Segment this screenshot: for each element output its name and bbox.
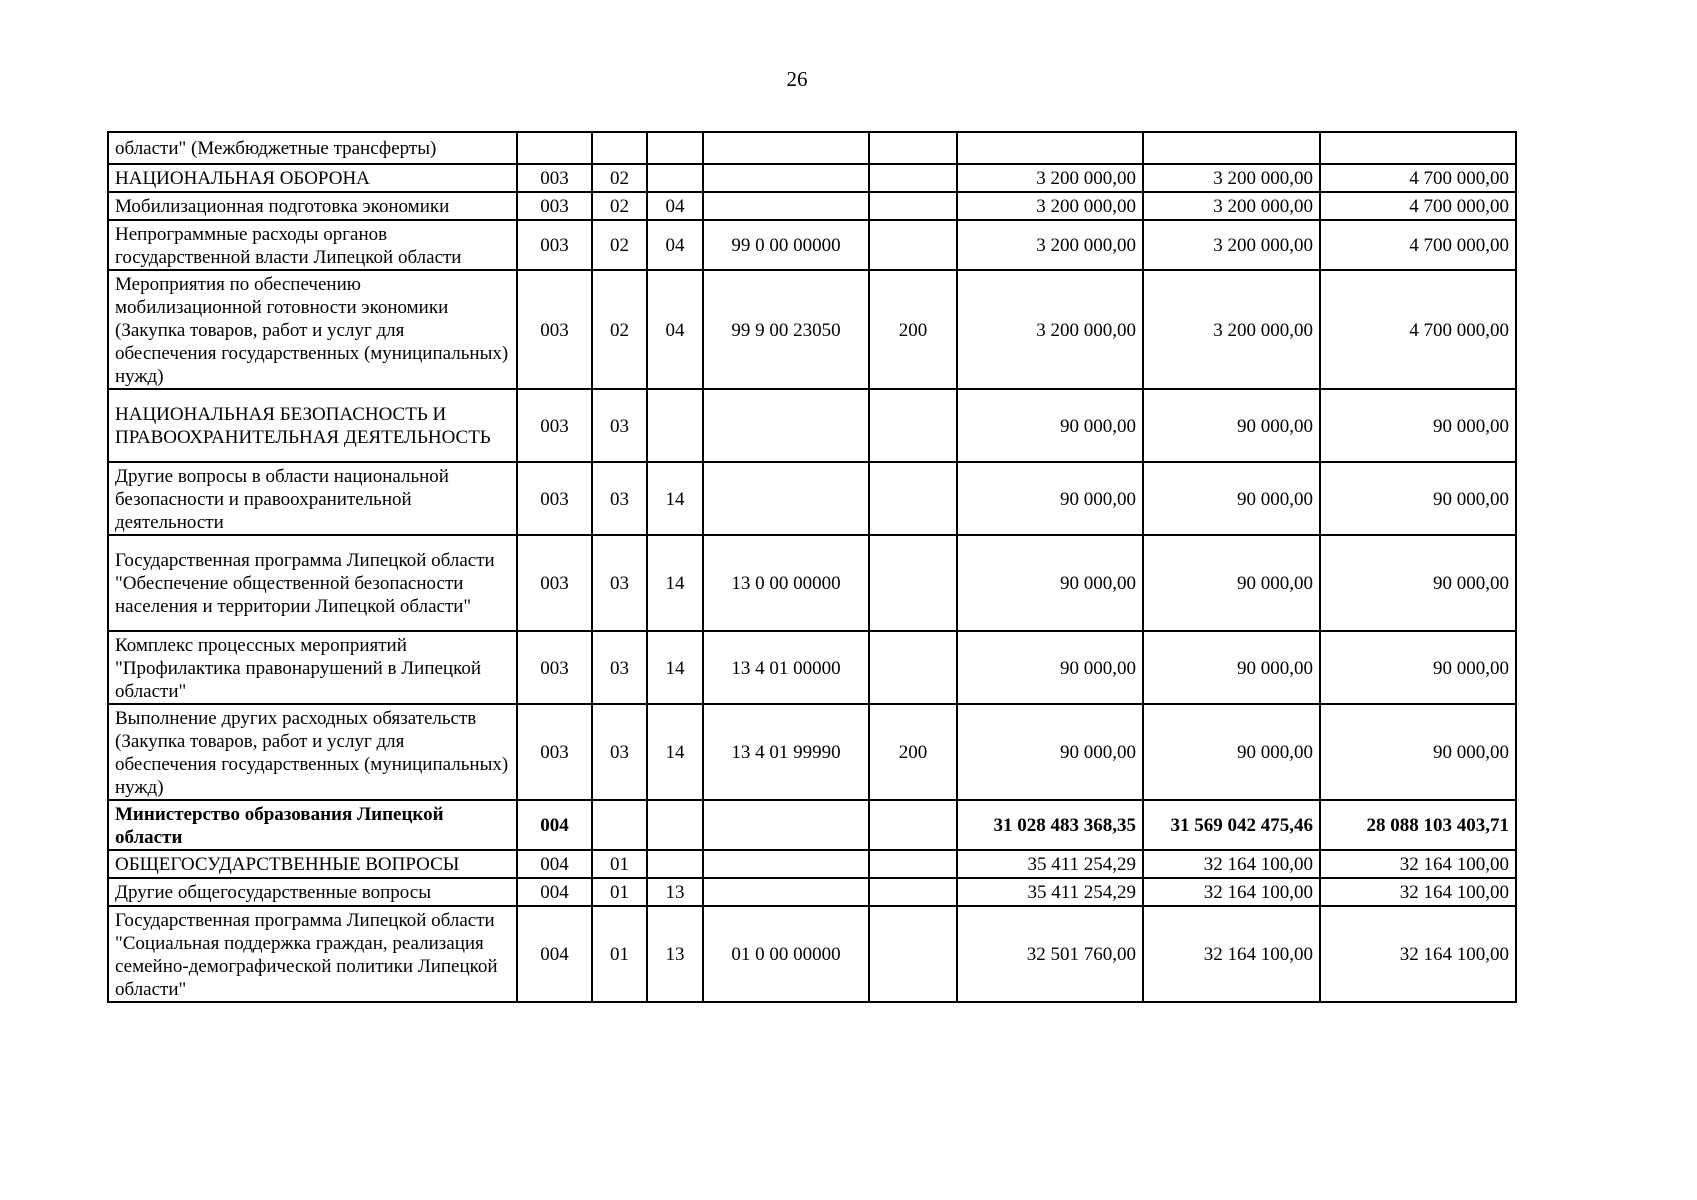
expense-type-code [869,850,957,878]
amount-year-2: 90 000,00 [1143,704,1320,800]
amount-year-2: 31 569 042 475,46 [1143,800,1320,850]
amount-year-1 [957,132,1143,164]
amount-year-1: 31 028 483 368,35 [957,800,1143,850]
expense-type-code: 200 [869,270,957,389]
amount-year-2: 90 000,00 [1143,462,1320,535]
target-article-code [703,192,869,220]
subsection-code: 14 [647,704,703,800]
subsection-code: 04 [647,270,703,389]
amount-year-1: 90 000,00 [957,389,1143,462]
expense-type-code [869,462,957,535]
subsection-code: 13 [647,906,703,1002]
ministry-code [517,132,592,164]
amount-year-1: 3 200 000,00 [957,220,1143,270]
ministry-code: 003 [517,462,592,535]
section-code: 03 [592,631,647,704]
expense-type-code [869,132,957,164]
section-code: 03 [592,704,647,800]
table-row [108,850,1516,878]
target-article-code: 13 4 01 00000 [703,631,869,704]
target-article-code: 01 0 00 00000 [703,906,869,1002]
budget-table [107,131,1517,1003]
row-name: ОБЩЕГОСУДАРСТВЕННЫЕ ВОПРОСЫ [108,850,517,878]
section-code: 02 [592,220,647,270]
subsection-code [647,389,703,462]
amount-year-2: 32 164 100,00 [1143,878,1320,906]
expense-type-code [869,164,957,192]
target-article-code [703,800,869,850]
target-article-code: 13 4 01 99990 [703,704,869,800]
amount-year-1: 3 200 000,00 [957,192,1143,220]
amount-year-1: 3 200 000,00 [957,164,1143,192]
amount-year-1: 90 000,00 [957,535,1143,631]
expense-type-code [869,878,957,906]
row-name: НАЦИОНАЛЬНАЯ БЕЗОПАСНОСТЬ И ПРАВООХРАНИТЕЛЬНАЯ ДЕЯТЕЛЬНОСТЬ [108,389,517,462]
section-code: 03 [592,535,647,631]
table-row [108,631,1516,704]
section-code: 03 [592,389,647,462]
amount-year-2: 3 200 000,00 [1143,192,1320,220]
section-code: 01 [592,906,647,1002]
ministry-code: 003 [517,192,592,220]
page-number: 26 [786,67,808,91]
amount-year-3 [1320,132,1516,164]
expense-type-code [869,192,957,220]
subsection-code [647,850,703,878]
amount-year-3: 32 164 100,00 [1320,878,1516,906]
table-row [108,192,1516,220]
amount-year-2: 32 164 100,00 [1143,850,1320,878]
subsection-code [647,164,703,192]
amount-year-2: 3 200 000,00 [1143,164,1320,192]
subsection-code: 14 [647,535,703,631]
amount-year-2: 90 000,00 [1143,389,1320,462]
row-name: Выполнение других расходных обязательств (Закупка товаров, работ и услуг для обеспечения государственных (муниципальных) нужд) [108,704,517,800]
amount-year-3: 90 000,00 [1320,462,1516,535]
section-code [592,132,647,164]
amount-year-2: 90 000,00 [1143,631,1320,704]
expense-type-code [869,800,957,850]
amount-year-3: 32 164 100,00 [1320,850,1516,878]
subsection-code: 04 [647,192,703,220]
row-name: Государственная программа Липецкой области "Социальная поддержка граждан, реализация семейно-демографической политики Липецкой области" [108,906,517,1002]
table-row [108,906,1516,1002]
amount-year-1: 35 411 254,29 [957,878,1143,906]
table-row [108,462,1516,535]
table-row [108,270,1516,389]
table-row [108,878,1516,906]
expense-type-code [869,389,957,462]
target-article-code [703,878,869,906]
section-code: 01 [592,850,647,878]
row-name: Государственная программа Липецкой области "Обеспечение общественной безопасности населения и территории Липецкой области" [108,535,517,631]
subsection-code [647,800,703,850]
subsection-code: 14 [647,462,703,535]
ministry-code: 004 [517,800,592,850]
table-row [108,164,1516,192]
amount-year-1: 90 000,00 [957,462,1143,535]
row-name: Мобилизационная подготовка экономики [108,192,517,220]
amount-year-1: 90 000,00 [957,704,1143,800]
target-article-code [703,164,869,192]
row-name: Мероприятия по обеспечению мобилизационной готовности экономики (Закупка товаров, работ и услуг для обеспечения государственных (муниципальных) нужд) [108,270,517,389]
amount-year-2 [1143,132,1320,164]
table-row [108,132,1516,164]
target-article-code: 13 0 00 00000 [703,535,869,631]
amount-year-2: 32 164 100,00 [1143,906,1320,1002]
amount-year-3: 4 700 000,00 [1320,270,1516,389]
expense-type-code [869,220,957,270]
ministry-code: 003 [517,535,592,631]
ministry-code: 003 [517,270,592,389]
section-code: 02 [592,192,647,220]
table-row [108,535,1516,631]
amount-year-1: 32 501 760,00 [957,906,1143,1002]
amount-year-3: 4 700 000,00 [1320,164,1516,192]
amount-year-3: 4 700 000,00 [1320,220,1516,270]
amount-year-3: 90 000,00 [1320,389,1516,462]
table-row [108,220,1516,270]
section-code: 02 [592,164,647,192]
amount-year-3: 28 088 103 403,71 [1320,800,1516,850]
ministry-code: 004 [517,906,592,1002]
subsection-code [647,132,703,164]
ministry-code: 003 [517,631,592,704]
section-code: 01 [592,878,647,906]
amount-year-3: 90 000,00 [1320,704,1516,800]
amount-year-1: 3 200 000,00 [957,270,1143,389]
amount-year-2: 3 200 000,00 [1143,220,1320,270]
row-name: области" (Межбюджетные трансферты) [108,132,517,164]
expense-type-code: 200 [869,704,957,800]
row-name: Министерство образования Липецкой области [108,800,517,850]
ministry-code: 004 [517,850,592,878]
expense-type-code [869,631,957,704]
row-name: НАЦИОНАЛЬНАЯ ОБОРОНА [108,164,517,192]
ministry-code: 004 [517,878,592,906]
ministry-code: 003 [517,220,592,270]
amount-year-3: 90 000,00 [1320,535,1516,631]
table-row [108,704,1516,800]
row-name: Другие общегосударственные вопросы [108,878,517,906]
ministry-code: 003 [517,704,592,800]
subsection-code: 13 [647,878,703,906]
amount-year-2: 3 200 000,00 [1143,270,1320,389]
target-article-code [703,850,869,878]
target-article-code: 99 0 00 00000 [703,220,869,270]
table-row [108,389,1516,462]
section-code: 02 [592,270,647,389]
ministry-code: 003 [517,164,592,192]
subsection-code: 04 [647,220,703,270]
subsection-code: 14 [647,631,703,704]
target-article-code [703,462,869,535]
target-article-code [703,389,869,462]
amount-year-1: 90 000,00 [957,631,1143,704]
row-name: Непрограммные расходы органов государственной власти Липецкой области [108,220,517,270]
amount-year-3: 32 164 100,00 [1320,906,1516,1002]
amount-year-1: 35 411 254,29 [957,850,1143,878]
target-article-code: 99 9 00 23050 [703,270,869,389]
ministry-code: 003 [517,389,592,462]
expense-type-code [869,535,957,631]
table-row-ministry-total [108,800,1516,850]
row-name: Комплекс процессных мероприятий "Профилактика правонарушений в Липецкой области" [108,631,517,704]
amount-year-3: 4 700 000,00 [1320,192,1516,220]
amount-year-3: 90 000,00 [1320,631,1516,704]
amount-year-2: 90 000,00 [1143,535,1320,631]
row-name: Другие вопросы в области национальной безопасности и правоохранительной деятельности [108,462,517,535]
expense-type-code [869,906,957,1002]
section-code [592,800,647,850]
target-article-code [703,132,869,164]
section-code: 03 [592,462,647,535]
